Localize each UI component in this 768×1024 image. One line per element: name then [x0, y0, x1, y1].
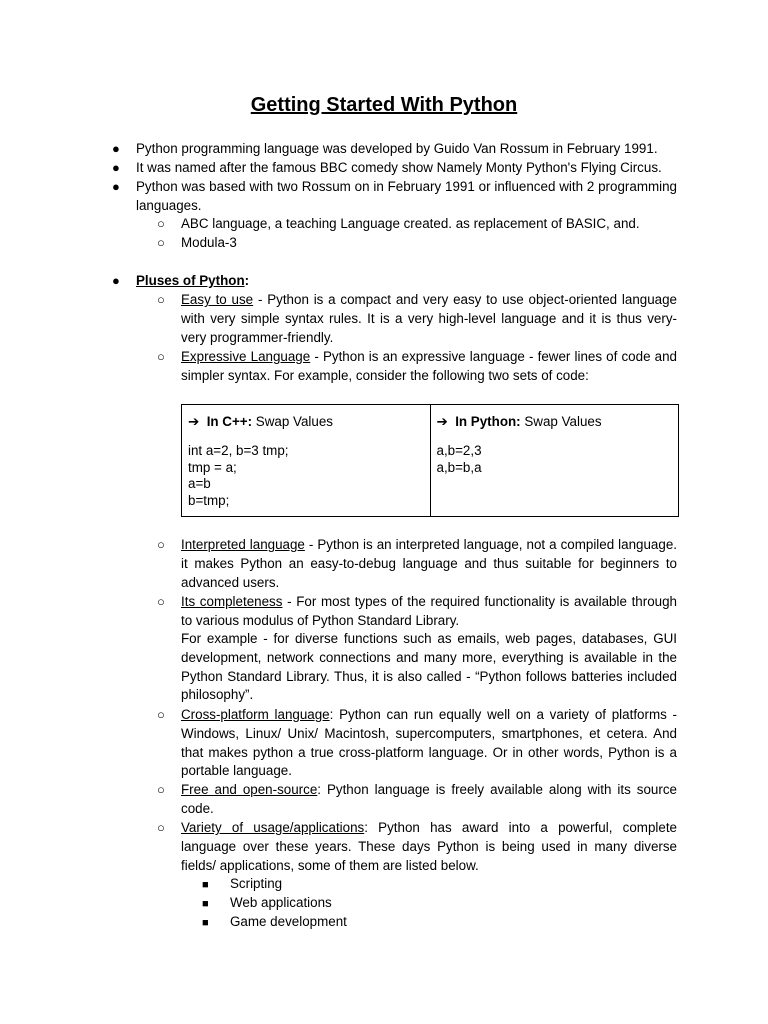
code-comparison-table — [181, 404, 679, 517]
plus-description: : Python can run equally well on a variety of platforms - Windows, Linux/ Unix/ Macintosh, supercomputers, smartphones, et cetera. And that makes python a true cross-platform language. Or in other words, Python is a portable language. — [181, 707, 677, 779]
application-item: Scripting — [230, 876, 283, 891]
plus-term: Easy to use — [181, 292, 254, 307]
plus-completeness — [181, 593, 677, 631]
plus-expressive-language — [181, 348, 677, 386]
python-heading: In Python: — [455, 414, 521, 429]
cpp-subheading: Swap Values — [252, 414, 333, 429]
intro-item-2: It was named after the famous BBC comedy show Namely Monty Python's Flying Circus. — [136, 160, 662, 175]
plus-description: - Python is an expressive language - fewer lines of code and simpler syntax. For example, consider the following two sets of code: — [181, 349, 677, 383]
code-line: a=b — [188, 476, 211, 491]
plus-term: Interpreted language — [181, 537, 305, 552]
python-code-cell — [430, 405, 679, 517]
plus-term: Cross-platform language — [181, 707, 330, 722]
code-line: a,b=b,a — [436, 459, 482, 475]
bullet-icon: ● — [112, 160, 120, 175]
cpp-heading: In C++: — [206, 414, 253, 429]
plus-description: : Python language is freely available along with its source code. — [181, 782, 677, 816]
code-line: int a=2, b=3 tmp; — [188, 443, 289, 458]
circle-bullet-icon: ○ — [157, 782, 165, 797]
page-title: Getting Started With Python — [250, 94, 518, 116]
plus-description: - For most types of the required functionality is available through to various modulus of Python Standard Library. — [181, 594, 677, 628]
pluses-heading-colon: : — [244, 273, 250, 288]
square-bullet-icon: ■ — [202, 917, 209, 929]
circle-bullet-icon: ○ — [157, 292, 165, 307]
plus-term: Variety of usage/applications — [181, 820, 365, 835]
cpp-code-cell — [182, 405, 431, 517]
plus-description: - Python is a compact and very easy to use object-oriented language with very simple syntax rules. It is a very high-level language and it is thus very-very programmer-friendly. — [181, 292, 678, 345]
square-bullet-icon: ■ — [202, 879, 209, 891]
bullet-icon: ● — [112, 179, 120, 194]
plus-easy-to-use — [181, 291, 677, 347]
intro-item-1: Python programming language was developed by Guido Van Rossum in February 1991. — [136, 141, 658, 156]
intro-sub-item-2: Modula-3 — [181, 235, 237, 250]
circle-bullet-icon: ○ — [157, 594, 165, 609]
intro-item-3: Python was based with two Rossum on in February 1991 or influenced with 2 programming languages. — [136, 179, 677, 213]
code-line: a,b=2,3 — [436, 443, 482, 458]
application-item: Web applications — [230, 895, 332, 910]
plus-term: Expressive Language — [181, 349, 311, 364]
circle-bullet-icon: ○ — [157, 216, 165, 231]
plus-variety-of-usage — [181, 819, 677, 875]
python-subheading: Swap Values — [520, 414, 602, 429]
code-line: b=tmp; — [188, 492, 230, 508]
application-item: Game development — [230, 914, 347, 929]
intro-sub-item-1: ABC language, a teaching Language created. as replacement of BASIC, and. — [181, 216, 640, 231]
pluses-heading-text: Pluses of Python — [136, 273, 245, 288]
arrow-icon: ➔ — [436, 414, 448, 429]
square-bullet-icon: ■ — [202, 898, 209, 910]
bullet-icon: ● — [112, 141, 120, 156]
circle-bullet-icon: ○ — [157, 707, 165, 722]
plus-term: Free and open-source — [181, 782, 318, 797]
plus-term: Its completeness — [181, 594, 283, 609]
circle-bullet-icon: ○ — [157, 235, 165, 250]
plus-free-open-source — [181, 781, 677, 819]
plus-description: - Python is an interpreted language, not a compiled language. it makes Python an easy-to-debug language and thus suitable for beginners to advanced users. — [181, 537, 677, 590]
plus-interpreted-language — [181, 536, 677, 592]
arrow-icon: ➔ — [188, 414, 200, 429]
completeness-example: For example - for diverse functions such as emails, web pages, databases, GUI development, network connections and many more, everything is available in the Python Standard Library. Thus, it is also called - “Python follows batteries included philosophy”. — [181, 631, 677, 703]
bullet-icon: ● — [112, 273, 120, 288]
circle-bullet-icon: ○ — [157, 820, 165, 835]
pluses-heading — [136, 272, 536, 291]
circle-bullet-icon: ○ — [157, 537, 165, 552]
plus-cross-platform — [181, 706, 677, 781]
circle-bullet-icon: ○ — [157, 349, 165, 364]
plus-description: : Python has award into a powerful, complete language over these years. These days Python is being used in many diverse fields/ applications, some of them are listed below. — [181, 820, 678, 873]
code-line: tmp = a; — [188, 459, 237, 475]
